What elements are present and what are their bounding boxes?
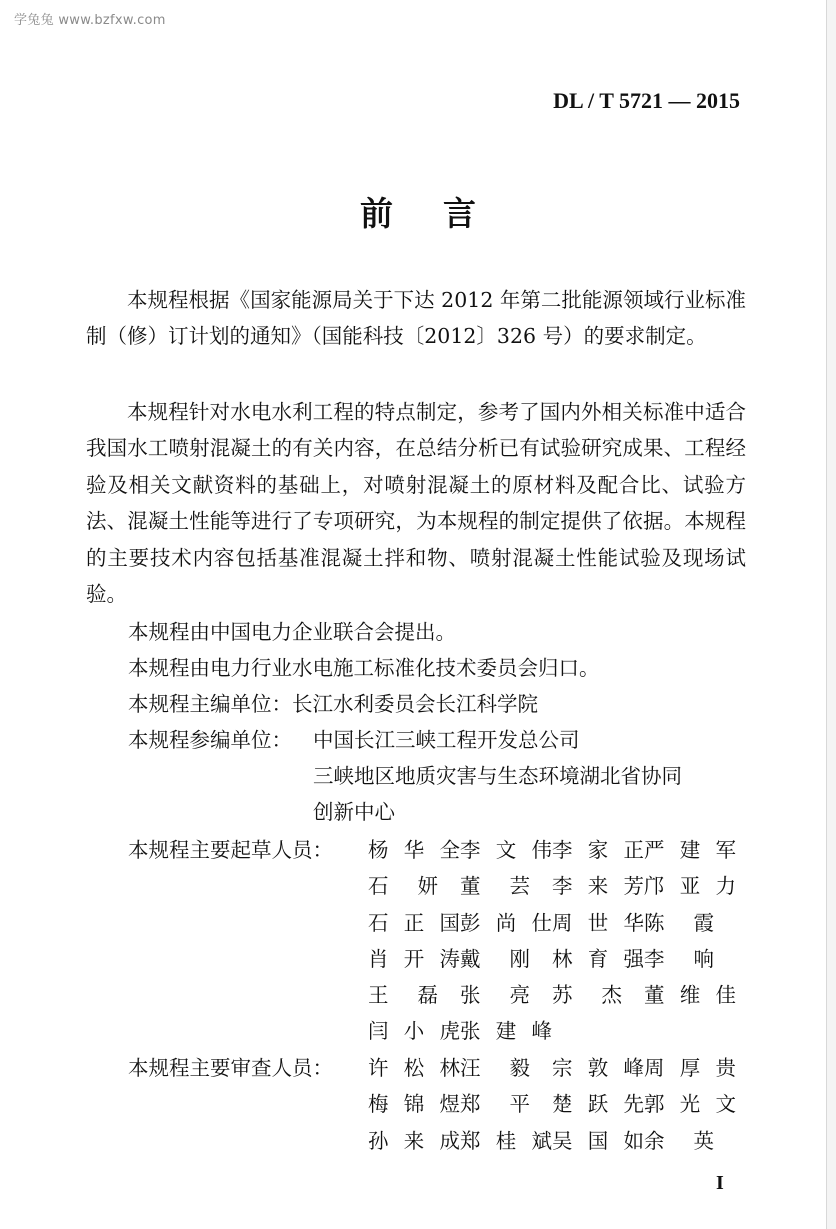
drafter-name: 董 芸 — [460, 874, 530, 899]
drafters-row — [368, 977, 736, 1013]
drafters-row — [368, 1013, 736, 1049]
drafter-name: 戴 刚 — [460, 946, 530, 971]
drafter-name: 肖开涛 — [368, 946, 460, 971]
proposer-line: 本规程由中国电力企业联合会提出。 — [128, 620, 456, 644]
reviewer-name: 汪 毅 — [460, 1056, 530, 1080]
reviewers-list — [368, 1050, 736, 1159]
participating-unit-1: 中国长江三峡工程开发总公司 — [313, 728, 580, 752]
drafter-name: 李来芳 — [552, 874, 644, 899]
drafter-name: 张建峰 — [460, 1019, 552, 1044]
drafter-name: 董维佳 — [644, 983, 736, 1008]
drafter-name: 周世华 — [552, 910, 644, 935]
drafter-name: 苏 杰 — [552, 983, 622, 1008]
chief-unit-line — [128, 686, 538, 722]
participating-label: 本规程参编单位： — [128, 728, 292, 752]
reviewer-name: 郭光文 — [644, 1092, 736, 1117]
watermark: 学兔兔 www.bzfxw.com — [14, 13, 166, 28]
drafters-row — [368, 868, 736, 904]
drafters-label: 本规程主要起草人员： — [128, 838, 333, 862]
standard-number: DL / T 5721 — 2015 — [553, 88, 740, 113]
drafter-name: 石正国 — [368, 910, 460, 935]
drafter-name: 邝亚力 — [644, 874, 736, 899]
drafter-name: 闫小虎 — [368, 1019, 460, 1044]
page-edge-shadow — [826, 0, 836, 1229]
drafter-name: 李 响 — [644, 946, 714, 971]
chief-unit-label: 本规程主编单位： — [128, 692, 292, 716]
reviewers-row — [368, 1050, 736, 1086]
drafter-name: 石 妍 — [368, 874, 438, 899]
reviewers-row — [368, 1123, 736, 1159]
reviewers-row — [368, 1086, 736, 1122]
chief-unit: 长江水利委员会长江科学院 — [292, 692, 538, 716]
reviewers-label: 本规程主要审查人员： — [128, 1056, 333, 1080]
page-title: 前言 — [360, 194, 526, 233]
page-number: I — [716, 1172, 724, 1194]
drafters-row — [368, 905, 736, 941]
drafter-name: 王 磊 — [368, 983, 438, 1008]
reviewer-name: 余 英 — [644, 1128, 714, 1153]
reviewer-name: 楚跃先 — [552, 1092, 644, 1117]
paragraph-2: 本规程针对水电水利工程的特点制定，参考了国内外相关标准中适合我国水工喷射混凝土的有关内容，在总结分析已有试验研究成果、工程经验及相关文献资料的基础上，对喷射混凝土的原材料及配合比、试验方法、混凝土性能等进行了专项研究，为本规程的制定提供了依据。本规程的主要技术内容包括基准混凝土拌和物、喷射混凝土性能试验及现场试验。 — [86, 400, 746, 607]
reviewer-name: 周厚贵 — [644, 1056, 736, 1080]
drafter-name: 严建军 — [644, 838, 736, 862]
participating-unit-3: 创新中心 — [313, 800, 395, 824]
administrator-line: 本规程由电力行业水电施工标准化技术委员会归口。 — [128, 656, 600, 680]
drafters-row — [368, 832, 736, 868]
drafter-name: 李家正 — [552, 838, 644, 862]
drafters-row — [368, 941, 736, 977]
drafter-name: 陈 霞 — [644, 910, 714, 935]
drafter-name: 张 亮 — [460, 983, 530, 1008]
drafter-name: 杨华全 — [368, 838, 460, 862]
drafters-list — [368, 832, 736, 1050]
drafter-name: 彭尚仕 — [460, 910, 552, 935]
reviewer-name: 孙来成 — [368, 1128, 460, 1153]
reviewer-name: 梅锦煜 — [368, 1092, 460, 1117]
reviewer-name: 吴国如 — [552, 1128, 644, 1153]
drafter-name: 林育强 — [552, 946, 644, 971]
paragraph-1: 本规程根据《国家能源局关于下达 2012 年第二批能源领域行业标准制（修）订计划的通知》（国能科技〔2012〕326 号）的要求制定。 — [86, 288, 746, 349]
reviewer-name: 宗敦峰 — [552, 1056, 644, 1080]
drafter-name: 李文伟 — [460, 838, 552, 862]
participating-unit-2: 三峡地区地质灾害与生态环境湖北省协同 — [313, 764, 682, 788]
reviewer-name: 郑 平 — [460, 1092, 530, 1117]
reviewer-name: 郑桂斌 — [460, 1128, 552, 1153]
reviewer-name: 许松林 — [368, 1056, 460, 1080]
